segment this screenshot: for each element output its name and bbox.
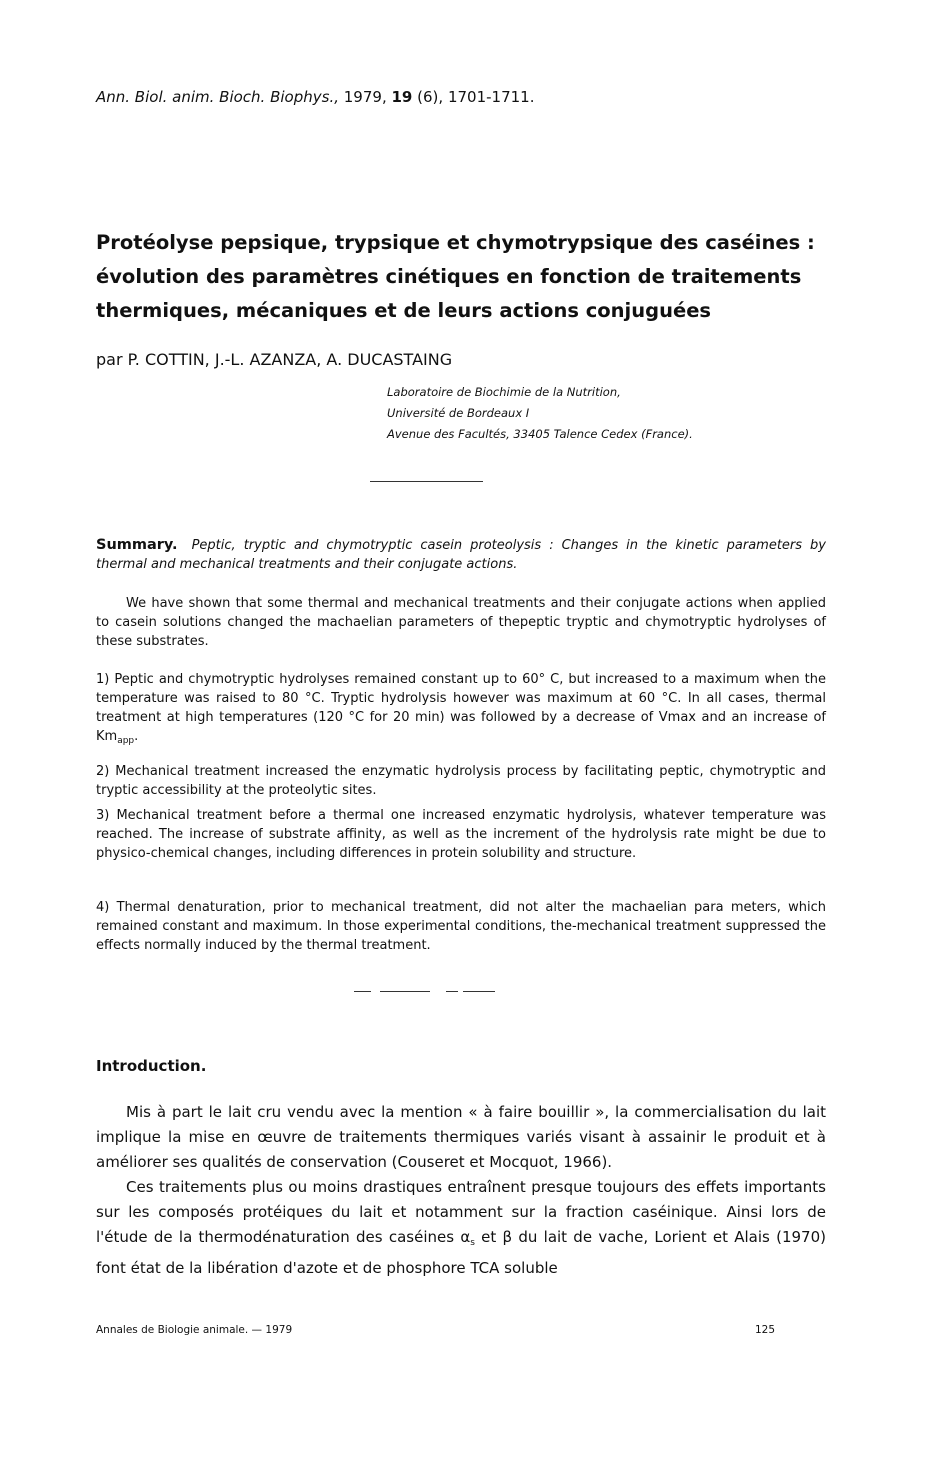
summary-point-1-block [96,670,826,751]
footer-page-number: 125 [755,1324,776,1336]
summary-intro: We have shown that some thermal and mechanical treatments and their conjugate actions when applied to casein solutions changed the machaelian parameters of thepeptic tryptic and chymotryptic hydrolyses of these substrates. [96,596,826,649]
introduction-paragraph-2-sub: s [470,1238,475,1248]
separator-dash [354,991,371,992]
journal-year: 1979, [343,88,387,106]
summary-point-1-end: . [134,729,139,744]
summary-point-4: 4) Thermal denaturation, prior to mechanical treatment, did not alter the machaelian para meters, which remained constant and maximum. In those experimental conditions, the-mechanical treatment suppressed the effects normally induced by the thermal treatment. [96,900,826,953]
article-title [96,226,836,328]
title-line: Protéolyse pepsique, trypsique et chymotrypsique des caséines : [96,231,815,254]
summary-point-3: 3) Mechanical treatment before a thermal one increased enzymatic hydrolysis, whatever temperature was reached. The increase of substrate affinity, as well as the increment of the hydrolysis rate might be due to physico-chemical changes, including differences in protein solubility and structure. [96,808,826,861]
footer-journal: Annales de Biologie animale. — 1979 [96,1324,293,1336]
summary-point-1-text: 1) Peptic and chymotryptic hydrolyses remained constant up to 60° C, but increased to a maximum when the temperature was raised to 80 °C. Tryptic hydrolysis however was maximum at 60 °C. In all cases, thermal treatment at high temperatures (120 °C for 20 min) was followed by a decrease of Vmax and an increase of Km [96,672,826,744]
introduction-paragraph-2-text: Ces traitements plus ou moins drastiques entraînent presque toujours des effets importants sur les composés protéiques du lait et notamment sur la fraction caséinique. Ainsi lors de l'étude de la thermodénaturation des caséines α [96,1178,826,1246]
separator-rule [370,481,483,482]
summary-point-2: 2) Mechanical treatment increased the enzymatic hydrolysis process by facilitating peptic, chymotryptic and tryptic accessibility at the proteolytic sites. [96,764,826,798]
introduction-body [96,1100,826,1281]
separator-dash [380,991,430,992]
summary-intro-block [96,594,826,651]
introduction-paragraph-2 [96,1175,826,1281]
summary-point-2-block [96,762,826,800]
affiliation-line: Université de Bordeaux I [387,406,530,420]
title-line: évolution des paramètres cinétiques en fonction de traitements [96,265,802,288]
separator-dash [446,991,458,992]
summary-heading-block [96,536,826,574]
separator-dash [463,991,495,992]
summary-english-title: Peptic, tryptic and chymotryptic casein proteolysis : Changes in the kinetic parameters by thermal and mechanical treatments and their conjugate actions. [96,538,826,572]
journal-citation [96,88,534,106]
summary-point-4-block [96,898,826,955]
introduction-paragraph-2-rest: et β du lait de vache, Lorient et Alais (1970) font état de la libération d'azote et de phosphore TCA soluble [96,1228,826,1277]
journal-issue-pages: (6), 1701-1711. [417,88,535,106]
introduction-heading: Introduction. [96,1057,207,1075]
authors: par P. COTTIN, J.-L. AZANZA, A. DUCASTAING [96,350,453,369]
summary-point-3-block [96,806,826,863]
summary-point-1-sub: app [117,736,135,746]
affiliation-line: Laboratoire de Biochimie de la Nutrition, [387,385,621,399]
journal-volume: 19 [391,88,413,106]
affiliation-line: Avenue des Facultés, 33405 Talence Cedex (France). [387,427,693,441]
summary-point-1 [96,670,826,751]
journal-abbrev: Ann. Biol. anim. Bioch. Biophys., [96,88,339,106]
summary-heading: Summary. [96,537,178,553]
introduction-paragraph-1: Mis à part le lait cru vendu avec la mention « à faire bouillir », la commercialisation du lait implique la mise en œuvre de traitements thermiques variés visant à assainir le produit et à améliorer ses qualités de conservation (Couseret et Mocquot, 1966). [96,1103,826,1171]
title-line: thermiques, mécaniques et de leurs actions conjuguées [96,299,712,322]
affiliation [387,382,693,445]
